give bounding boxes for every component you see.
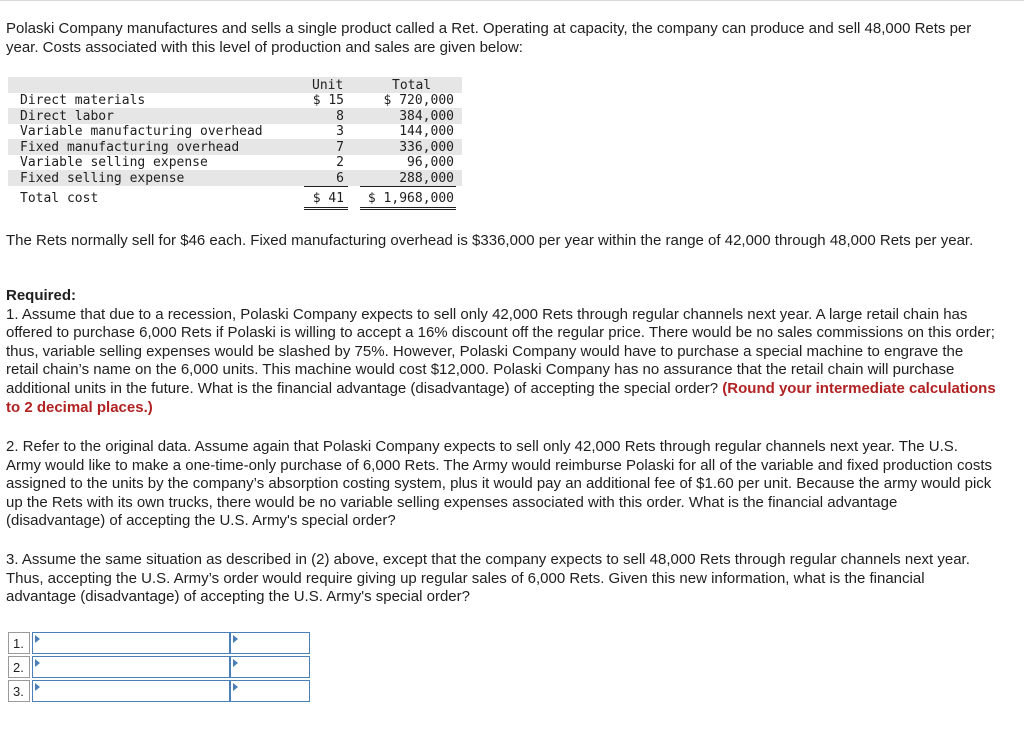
row-total: 144,000 — [399, 124, 454, 139]
answer-row-number: 1. — [8, 632, 30, 654]
dropdown-marker-icon — [35, 683, 40, 691]
dropdown-marker-icon — [35, 659, 40, 667]
row-label: Variable manufacturing overhead — [20, 124, 263, 139]
row-total: 96,000 — [407, 155, 454, 170]
subtotal-rule-total — [360, 186, 456, 187]
question-1-text: 1. Assume that due to a recession, Polaski Company expects to sell only 42,000 Rets through regular channels next year. A large retail chain has offered to purchase 6,000 Rets if Polaski is willing to accept a 16% discount off the regular price. There would be no sales commissions on this order; thus, variable selling expenses would be slashed by 75%. However, Polaski Company would have to purchase a special machine to engrave the retail chain’s name on the 6,000 units. This machine would cost $12,000. Polaski Company has no assurance that the retail chain will purchase additional units in the future. What is the financial advantage (disadvantage) of accepting the special order? — [6, 305, 995, 397]
subtotal-rule-unit — [304, 186, 348, 187]
dropdown-marker-icon — [233, 659, 238, 667]
required-title: Required: — [6, 287, 77, 304]
answer-input-value[interactable] — [230, 656, 310, 678]
row-label: Fixed selling expense — [20, 170, 185, 186]
total-double-rule — [304, 207, 348, 208]
row-total: 336,000 — [399, 139, 454, 155]
question-2: 2. Refer to the original data. Assume again that Polaski Company expects to sell only 42,000 Rets through regular channels next year. The U.S. Army would like to make a one-time-only purchase of 6,000 Rets. The Army would reimburse Polaski for all of the variable and fixed production costs assigned to the units by the company’s absorption costing system, plus it would pay an additional fee of $1.60 per unit. Because the army would pick up the Rets with its own trucks, there would be no variable selling expenses associated with this order. What is the financial advantage (disadvantage) of accepting the U.S. Army's special order? — [6, 438, 993, 530]
header-total: Total — [392, 78, 432, 93]
answer-row-number: 3. — [8, 680, 30, 702]
intro-paragraph: Polaski Company manufactures and sells a single product called a Ret. Operating at capacity, the company can produce and sell 48,000 Rets per year. Costs associated with this level of production and sales are given below: — [6, 20, 972, 56]
total-double-rule-2 — [304, 209, 348, 210]
row-total: $ 720,000 — [383, 93, 454, 108]
required-section — [6, 287, 996, 417]
total-unit: $ 41 — [312, 191, 344, 206]
row-label: Direct labor — [20, 108, 114, 124]
rets-note-paragraph: The Rets normally sell for $46 each. Fixed manufacturing overhead is $336,000 per year within the range of 42,000 through 48,000 Rets per year. — [6, 232, 974, 249]
row-label: Direct materials — [20, 93, 146, 108]
answer-input-value[interactable] — [230, 680, 310, 702]
answer-row-number: 2. — [8, 656, 30, 678]
row-total: 384,000 — [399, 108, 454, 124]
row-label: Fixed manufacturing overhead — [20, 139, 240, 155]
row-label: Variable selling expense — [20, 155, 208, 170]
cost-table — [8, 77, 462, 211]
answer-input-label[interactable] — [32, 680, 230, 702]
row-total: 288,000 — [399, 170, 454, 186]
question-1-emphasis: (Round your intermediate calculations to 2 decimal places.) — [6, 379, 996, 416]
answer-input-label[interactable] — [32, 632, 230, 654]
dropdown-marker-icon — [233, 635, 238, 643]
dropdown-marker-icon — [35, 635, 40, 643]
total-total: $ 1,968,000 — [367, 191, 454, 206]
dropdown-marker-icon — [233, 683, 238, 691]
answer-input-label[interactable] — [32, 656, 230, 678]
question-1 — [6, 306, 996, 418]
row-unit: $ 15 — [312, 93, 344, 108]
row-unit: 8 — [336, 108, 344, 124]
row-unit: 6 — [336, 170, 344, 186]
total-label: Total cost — [20, 191, 99, 206]
row-unit: 7 — [336, 139, 344, 155]
row-unit: 2 — [336, 155, 344, 170]
row-unit: 3 — [336, 124, 344, 139]
top-divider — [0, 0, 1024, 1]
answer-input-value[interactable] — [230, 632, 310, 654]
total-double-rule-4 — [360, 209, 456, 210]
total-double-rule-3 — [360, 207, 456, 208]
question-3: 3. Assume the same situation as described in (2) above, except that the company expects to sell 48,000 Rets through regular channels next year. Thus, accepting the U.S. Army’s order would require giving up regular sales of 6,000 Rets. Given this new information, what is the financial advantage (disadvantage) of accepting the U.S. Army's special order? — [6, 551, 970, 606]
header-unit: Unit — [312, 78, 344, 93]
